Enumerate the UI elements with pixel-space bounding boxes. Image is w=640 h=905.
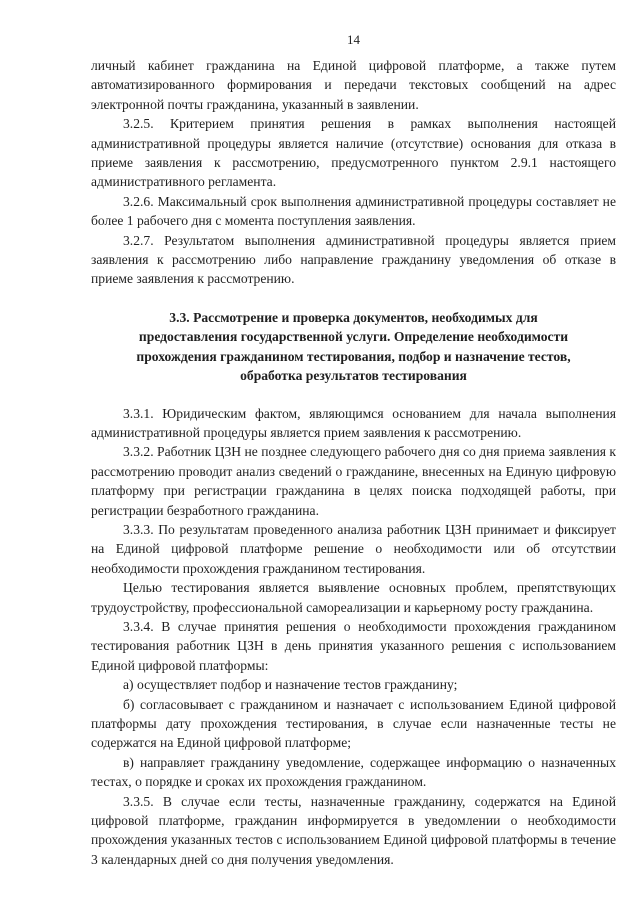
paragraph-3-2-7: 3.2.7. Результатом выполнения административной процедуры является прием заявления к рассмотрению либо направление гражданину уведомления об отказе в приеме заявления к рассмотрению.: [91, 232, 616, 287]
paragraph-3-3-4: 3.3.4. В случае принятия решения о необходимости прохождения гражданином тестирования работник ЦЗН в день принятия указанного решения с использованием Единой цифровой платформы:: [91, 618, 616, 673]
section-heading-line: предоставления государственной услуги. Определение необходимости: [138, 329, 569, 345]
list-item-b: б) согласовывает с гражданином и назначает с использованием Единой цифровой платформы дату прохождения тестирования, в случае если назначенные тесты не содержатся на Единой цифровой платформе;: [91, 696, 616, 751]
page-number: 14: [347, 32, 360, 47]
paragraph-3-2-5: 3.2.5. Критерием принятия решения в рамках выполнения настоящей административной процедуры является наличие (отсутствие) основания для отказа в приеме заявления к рассмотрению, предусмотренного пунктом 2.9.1 настоящего административного регламента.: [91, 116, 616, 190]
paragraph-3-3-5: 3.3.5. В случае если тесты, назначенные гражданину, содержатся на Единой цифровой платформе, гражданин информируется в уведомлении о необходимости прохождения указанных тестов с использованием Единой цифровой платформы в течение 3 календарных дней со дня получения уведомления.: [91, 793, 616, 867]
paragraph-3-3-2: 3.3.2. Работник ЦЗН не позднее следующего рабочего дня со дня приема заявления к рассмотрению проводит анализ сведений о гражданине, внесенных на Единую цифровую платформу при регистрации гражданина в целях поиска подходящей работы, при регистрации безработного гражданина.: [91, 444, 616, 518]
section-heading-line: 3.3. Рассмотрение и проверка документов, необходимых для: [169, 309, 538, 325]
paragraph-testing-purpose: Целью тестирования является выявление основных проблем, препятствующих трудоустройству, профессиональной самореализации и карьерному росту гражданина.: [91, 580, 616, 615]
list-item-v: в) направляет гражданину уведомление, содержащее информацию о назначенных тестах, о порядке и сроках их прохождения гражданином.: [91, 754, 616, 790]
paragraph-3-3-3: 3.3.3. По результатам проведенного анализа работник ЦЗН принимает и фиксирует на Единой цифровой платформе решение о необходимости или об отсутствии необходимости прохождения гражданином тестирования.: [91, 521, 616, 576]
paragraph-continuation: личный кабинет гражданина на Единой цифровой платформе, а также путем автоматизированного формирования и передачи текстовых сообщений на адрес электронной почты гражданина, указанный в заявлении.: [91, 58, 616, 112]
section-heading-line: обработка результатов тестирования: [240, 368, 467, 384]
paragraph-3-2-6: 3.2.6. Максимальный срок выполнения административной процедуры составляет не более 1 рабочего дня с момента поступления заявления.: [91, 193, 616, 229]
section-heading-3-3: [91, 308, 616, 386]
paragraph-3-3-1: 3.3.1. Юридическим фактом, являющимся основанием для начала выполнения административной процедуры является прием заявления к рассмотрению.: [91, 405, 616, 440]
section-heading-line: прохождения гражданином тестирования, подбор и назначение тестов,: [136, 348, 571, 364]
list-item-a: а) осуществляет подбор и назначение тестов гражданину;: [123, 677, 458, 693]
